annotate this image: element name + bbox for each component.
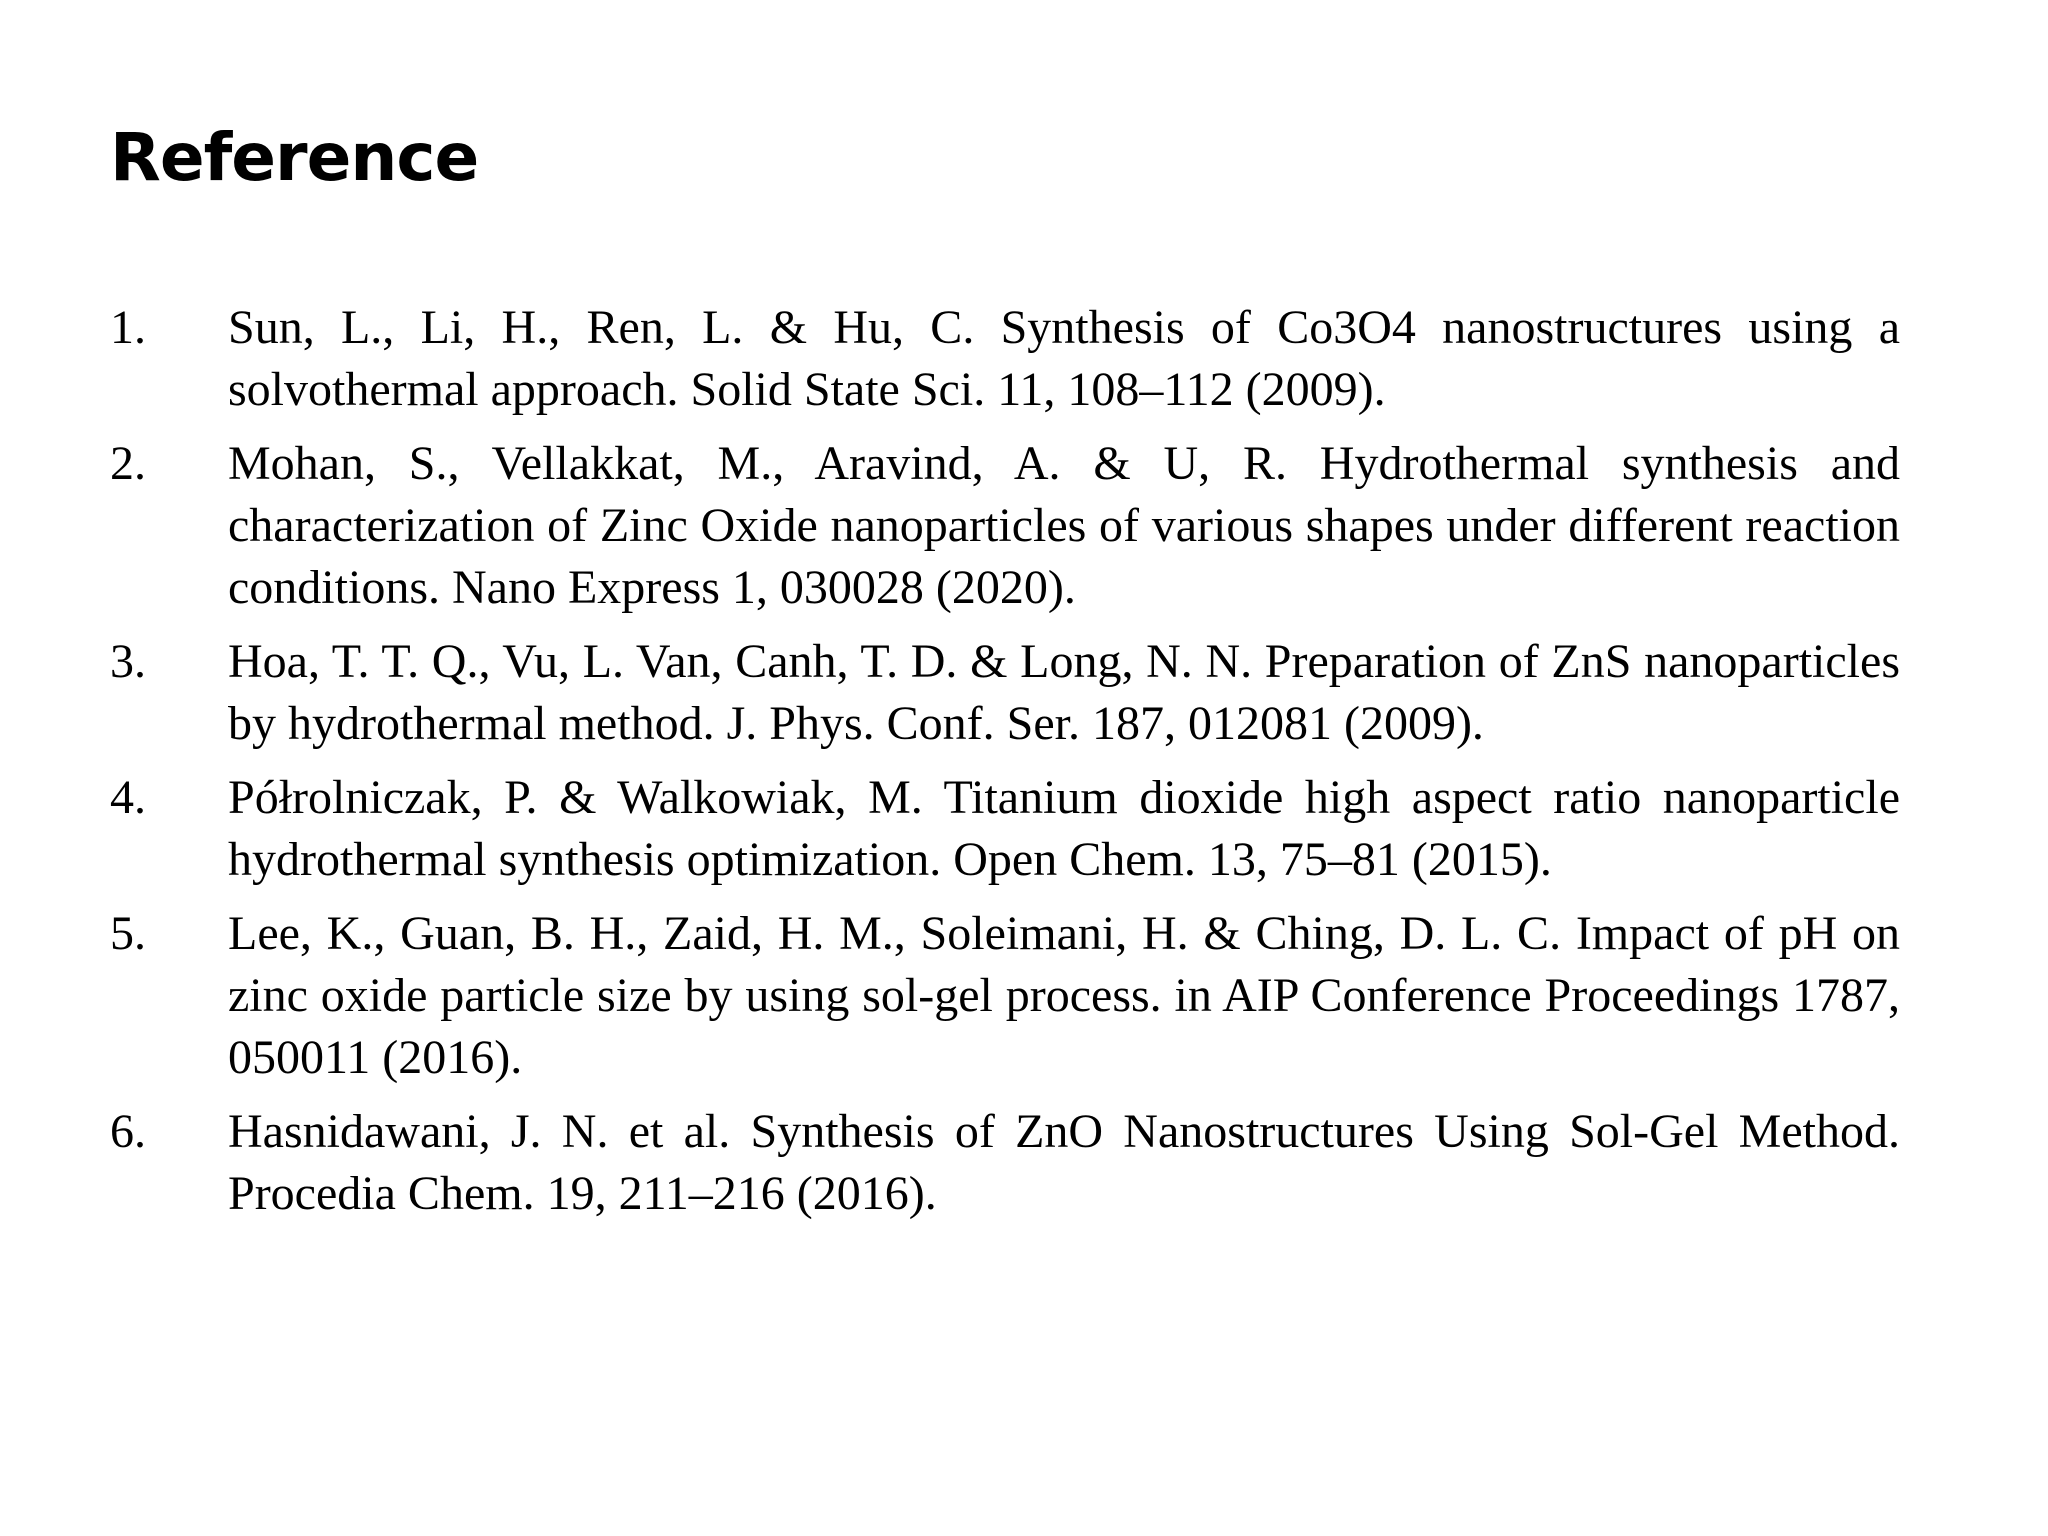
reference-text: Sun, L., Li, H., Ren, L. & Hu, C. Synthesis of Co3O4 nanostructures using a solvothermal approach. Solid State Sci. 11, 108–112 (2009). bbox=[228, 301, 1900, 416]
reference-item bbox=[110, 433, 1900, 619]
slide-title: Reference bbox=[110, 119, 479, 196]
reference-number: 2. bbox=[110, 437, 146, 490]
reference-item bbox=[110, 631, 1900, 755]
reference-list bbox=[110, 297, 1900, 1237]
reference-item bbox=[110, 767, 1900, 891]
reference-number: 1. bbox=[110, 301, 146, 354]
reference-number: 3. bbox=[110, 635, 146, 688]
reference-item bbox=[110, 297, 1900, 421]
reference-text: Lee, K., Guan, B. H., Zaid, H. M., Soleimani, H. & Ching, D. L. C. Impact of pH on zinc oxide particle size by using sol-gel process. in AIP Conference Proceedings 1787, 050011 (2016). bbox=[228, 907, 1900, 1084]
reference-number: 5. bbox=[110, 907, 146, 960]
reference-item bbox=[110, 1101, 1900, 1225]
reference-text: Hasnidawani, J. N. et al. Synthesis of ZnO Nanostructures Using Sol-Gel Method. Procedia Chem. 19, 211–216 (2016). bbox=[228, 1105, 1900, 1220]
reference-text: Półrolniczak, P. & Walkowiak, M. Titanium dioxide high aspect ratio nanoparticle hydrothermal synthesis optimization. Open Chem. 13, 75–81 (2015). bbox=[228, 771, 1900, 886]
reference-item bbox=[110, 903, 1900, 1089]
reference-number: 4. bbox=[110, 771, 146, 824]
reference-number: 6. bbox=[110, 1105, 146, 1158]
reference-text: Hoa, T. T. Q., Vu, L. Van, Canh, T. D. & Long, N. N. Preparation of ZnS nanoparticles by hydrothermal method. J. Phys. Conf. Ser. 187, 012081 (2009). bbox=[228, 635, 1900, 750]
reference-text: Mohan, S., Vellakkat, M., Aravind, A. & U, R. Hydrothermal synthesis and characterization of Zinc Oxide nanoparticles of various shapes under different reaction conditions. Nano Express 1, 030028 (2020). bbox=[228, 437, 1900, 614]
